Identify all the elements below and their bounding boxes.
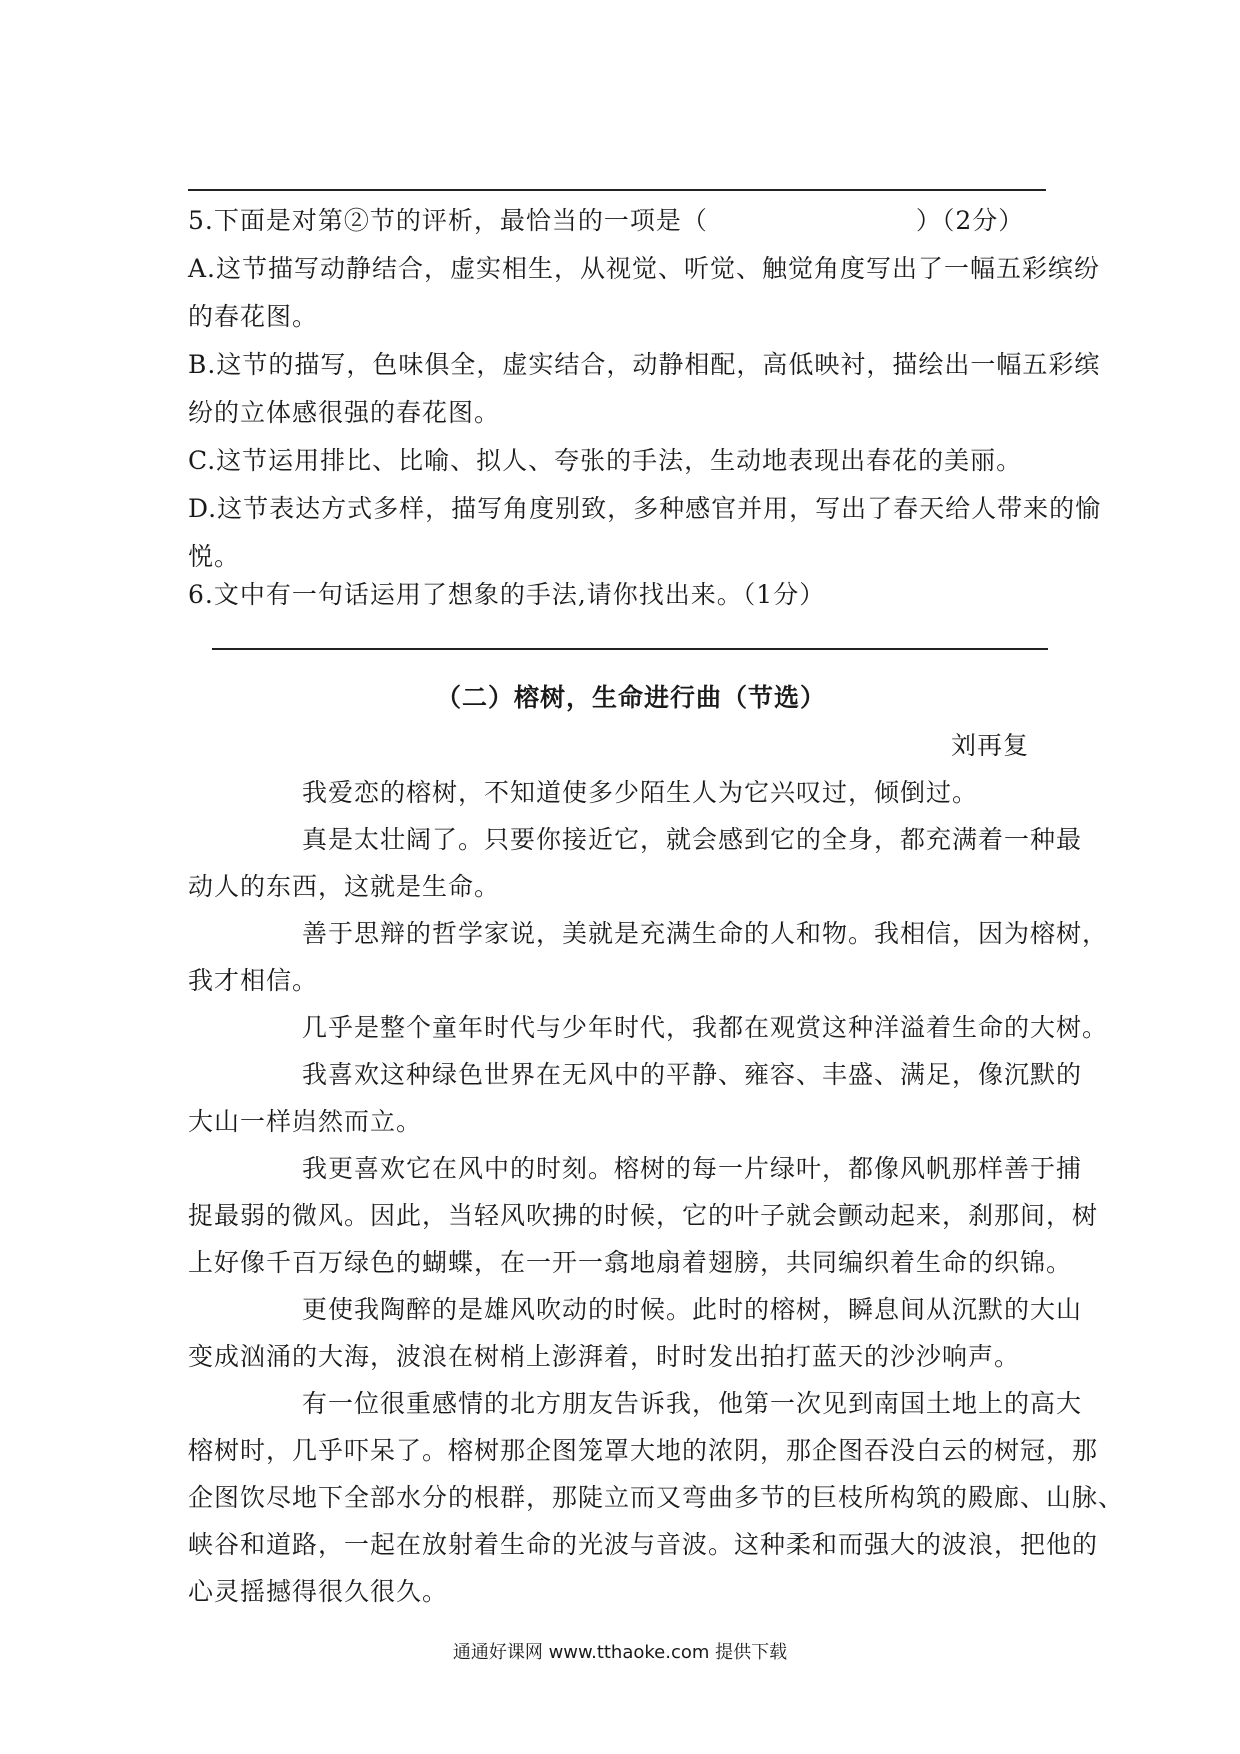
passage-line: 我喜欢这种绿色世界在无风中的平静、雍容、丰盛、满足，像沉默的 <box>302 1060 1083 1089</box>
passage-line: 上好像千百万绿色的蝴蝶，在一开一翕地扇着翅膀，共同编织着生命的织锦。 <box>188 1248 1073 1277</box>
option-b-line-1: B.这节的描写，色味俱全，虚实结合，动静相配，高低映衬，描绘出一幅五彩缤 <box>188 350 1101 379</box>
question-6-stem: 6.文中有一句话运用了想象的手法,请你找出来。（1分） <box>188 580 826 609</box>
passage-title: （二）榕树，生命进行曲（节选） <box>436 683 827 712</box>
option-a-line-1: A.这节描写动静结合，虚实相生，从视觉、听觉、触觉角度写出了一幅五彩缤纷 <box>188 254 1101 283</box>
passage-line: 真是太壮阔了。只要你接近它，就会感到它的全身，都充满着一种最 <box>302 825 1083 854</box>
question-5-stem: 5.下面是对第②节的评析，最恰当的一项是（ ）（2分） <box>188 206 1025 235</box>
passage-line: 心灵摇撼得很久很久。 <box>188 1577 449 1606</box>
passage-line: 善于思辩的哲学家说，美就是充满生命的人和物。我相信，因为榕树， <box>302 919 1109 948</box>
passage-line: 捉最弱的微风。因此，当轻风吹拂的时候，它的叶子就会颤动起来，刹那间，树 <box>188 1201 1099 1230</box>
option-c-line-1: C.这节运用排比、比喻、拟人、夸张的手法，生动地表现出春花的美丽。 <box>188 446 1023 475</box>
section-rule <box>212 648 1048 650</box>
passage-line: 有一位很重感情的北方朋友告诉我，他第一次见到南国土地上的高大 <box>302 1389 1083 1418</box>
passage-line: 几乎是整个童年时代与少年时代，我都在观赏这种洋溢着生命的大树。 <box>302 1013 1109 1042</box>
footer-download-note: 通通好课网 www.tthaoke.com 提供下载 <box>452 1642 788 1663</box>
top-rule <box>188 189 1046 191</box>
passage-line: 我爱恋的榕树，不知道使多少陌生人为它兴叹过，倾倒过。 <box>302 778 979 807</box>
passage-line: 企图饮尽地下全部水分的根群，那陡立而又弯曲多节的巨枝所构筑的殿廊、山脉、 <box>188 1483 1125 1512</box>
option-a-line-2: 的春花图。 <box>188 302 319 331</box>
passage-line: 更使我陶醉的是雄风吹动的时候。此时的榕树，瞬息间从沉默的大山 <box>302 1295 1083 1324</box>
passage-author: 刘再复 <box>951 731 1030 760</box>
passage-line: 我更喜欢它在风中的时刻。榕树的每一片绿叶，都像风帆那样善于捕 <box>302 1154 1083 1183</box>
passage-line: 榕树时，几乎吓呆了。榕树那企图笼罩大地的浓阴，那企图吞没白云的树冠，那 <box>188 1436 1099 1465</box>
passage-line: 我才相信。 <box>188 966 319 995</box>
option-d-line-1: D.这节表达方式多样，描写角度别致，多种感官并用，写出了春天给人带来的愉 <box>188 494 1102 523</box>
passage-line: 大山一样岿然而立。 <box>188 1107 423 1136</box>
passage-line: 变成汹涌的大海，波浪在树梢上澎湃着，时时发出拍打蓝天的沙沙响声。 <box>188 1342 1021 1371</box>
passage-line: 动人的东西，这就是生命。 <box>188 872 501 901</box>
option-b-line-2: 纷的立体感很强的春花图。 <box>188 398 501 427</box>
passage-line: 峡谷和道路，一起在放射着生命的光波与音波。这种柔和而强大的波浪，把他的 <box>188 1530 1099 1559</box>
option-d-line-2: 悦。 <box>188 542 241 571</box>
